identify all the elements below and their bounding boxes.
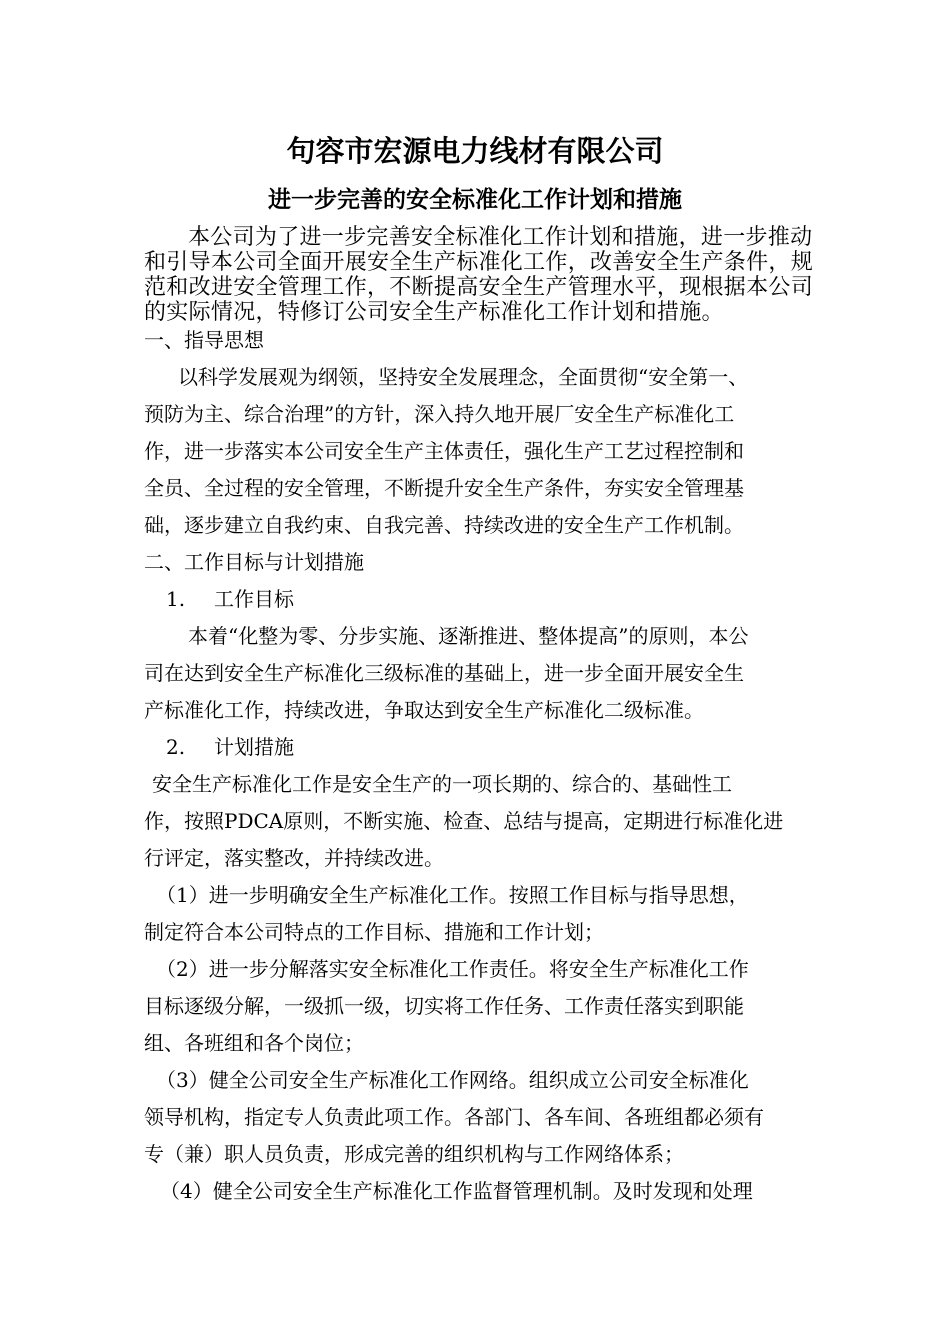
section1-line: 以科学发展观为纲领，坚持安全发展理念，全面贯彻“安全第一、 xyxy=(178,365,749,389)
item1-line: （1）进一步明确安全生产标准化工作。按照工作目标与指导思想， xyxy=(156,883,749,907)
subsection-label: 工作目标 xyxy=(214,587,294,611)
section1-line: 预防为主、综合治理”的方针，深入持久地开展厂安全生产标准化工 xyxy=(144,402,735,426)
item4-line: （4）健全公司安全生产标准化工作监督管理机制。及时发现和处理 xyxy=(160,1179,753,1203)
section1-line: 全员、全过程的安全管理，不断提升安全生产条件，夯实安全管理基 xyxy=(144,476,744,500)
item3-line: 专（兼）职人员负责，形成完善的组织机构与工作网络体系； xyxy=(144,1142,684,1166)
company-title: 句容市宏源电力线材有限公司 xyxy=(286,134,664,168)
subsection-heading-plan-measures xyxy=(144,729,808,766)
plan-title: 进一步完善的安全标准化工作计划和措施 xyxy=(268,187,682,213)
intro-line: 本公司为了进一步完善安全标准化工作计划和措施，进一步推动 xyxy=(188,225,813,250)
item2-line: 目标逐级分解，一级抓一级，切实将工作任务、工作责任落实到职能 xyxy=(144,994,744,1018)
sub2-line: 作，按照PDCA原则，不断实施、检查、总结与提高，定期进行标准化进 xyxy=(144,809,784,833)
sub1-line: 司在达到安全生产标准化三级标准的基础上，进一步全面开展安全生 xyxy=(144,661,744,685)
document-body xyxy=(144,322,808,1210)
item1-line: 制定符合本公司特点的工作目标、措施和工作计划； xyxy=(144,920,604,944)
intro-paragraph xyxy=(144,225,814,325)
subsection-label: 计划措施 xyxy=(214,735,294,759)
subsection-heading-work-goals xyxy=(144,581,808,618)
sub1-line: 产标准化工作，持续改进，争取达到安全生产标准化二级标准。 xyxy=(144,698,704,722)
section1-line: 作，进一步落实本公司安全生产主体责任，强化生产工艺过程控制和 xyxy=(144,439,744,463)
section-heading-goals-and-measures: 二、工作目标与计划措施 xyxy=(144,550,364,574)
subsection-number: 2. xyxy=(166,735,186,759)
sub1-line: 本着“化整为零、分步实施、逐渐推进、整体提高”的原则，本公 xyxy=(188,624,749,648)
sub2-line: 行评定，落实整改，并持续改进。 xyxy=(144,846,444,870)
section-heading-guiding-ideology: 一、指导思想 xyxy=(144,328,264,352)
item3-line: 领导机构，指定专人负责此项工作。各部门、各车间、各班组都必须有 xyxy=(144,1105,764,1129)
item2-line: （2）进一步分解落实安全标准化工作责任。将安全生产标准化工作 xyxy=(156,957,749,981)
section1-line: 础，逐步建立自我约束、自我完善、持续改进的安全生产工作机制。 xyxy=(144,513,744,537)
subsection-number: 1. xyxy=(166,587,186,611)
intro-line: 范和改进安全管理工作，不断提高安全生产管理水平，现根据本公司 xyxy=(144,275,814,300)
sub2-line: 安全生产标准化工作是安全生产的一项长期的、综合的、基础性工 xyxy=(152,772,732,796)
intro-line: 的实际情况，特修订公司安全生产标准化工作计划和措施。 xyxy=(144,300,724,325)
item2-line: 组、各班组和各个岗位； xyxy=(144,1031,364,1055)
item3-line: （3）健全公司安全生产标准化工作网络。组织成立公司安全标准化 xyxy=(156,1068,749,1092)
intro-line: 和引导本公司全面开展安全生产标准化工作，改善安全生产条件，规 xyxy=(144,250,814,275)
